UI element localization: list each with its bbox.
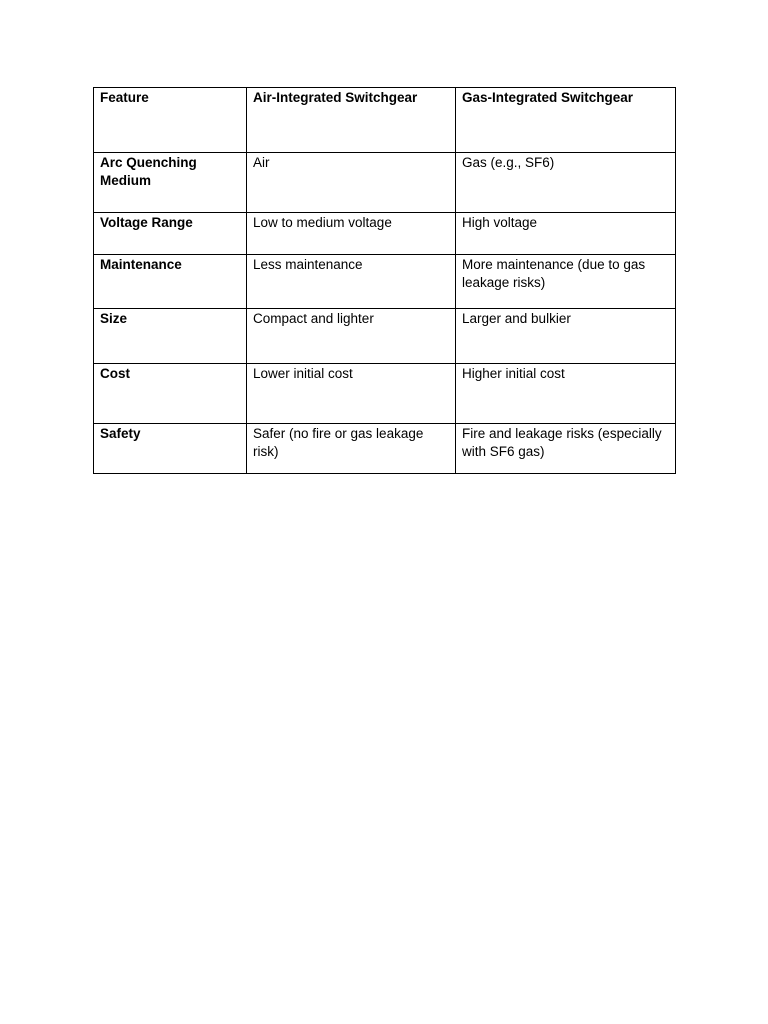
table-row	[94, 309, 676, 364]
air-cell: Less maintenance	[247, 255, 456, 309]
table-row	[94, 213, 676, 255]
table-header-row	[94, 88, 676, 153]
header-cell-gas-integrated: Gas-Integrated Switchgear	[456, 88, 676, 153]
row-label: Arc Quenching Medium	[94, 153, 247, 213]
gas-cell: More maintenance (due to gas leakage risks)	[456, 255, 676, 309]
gas-cell: Fire and leakage risks (especially with SF6 gas)	[456, 424, 676, 474]
air-cell: Compact and lighter	[247, 309, 456, 364]
gas-cell: High voltage	[456, 213, 676, 255]
table-row	[94, 364, 676, 424]
row-label: Voltage Range	[94, 213, 247, 255]
gas-cell: Larger and bulkier	[456, 309, 676, 364]
table-row	[94, 153, 676, 213]
header-cell-feature: Feature	[94, 88, 247, 153]
table-row	[94, 255, 676, 309]
comparison-table	[93, 87, 676, 474]
gas-cell: Higher initial cost	[456, 364, 676, 424]
header-cell-air-integrated: Air-Integrated Switchgear	[247, 88, 456, 153]
row-label: Maintenance	[94, 255, 247, 309]
row-label: Safety	[94, 424, 247, 474]
row-label: Cost	[94, 364, 247, 424]
gas-cell: Gas (e.g., SF6)	[456, 153, 676, 213]
air-cell: Air	[247, 153, 456, 213]
row-label: Size	[94, 309, 247, 364]
table-row	[94, 424, 676, 474]
air-cell: Lower initial cost	[247, 364, 456, 424]
air-cell: Low to medium voltage	[247, 213, 456, 255]
air-cell: Safer (no fire or gas leakage risk)	[247, 424, 456, 474]
